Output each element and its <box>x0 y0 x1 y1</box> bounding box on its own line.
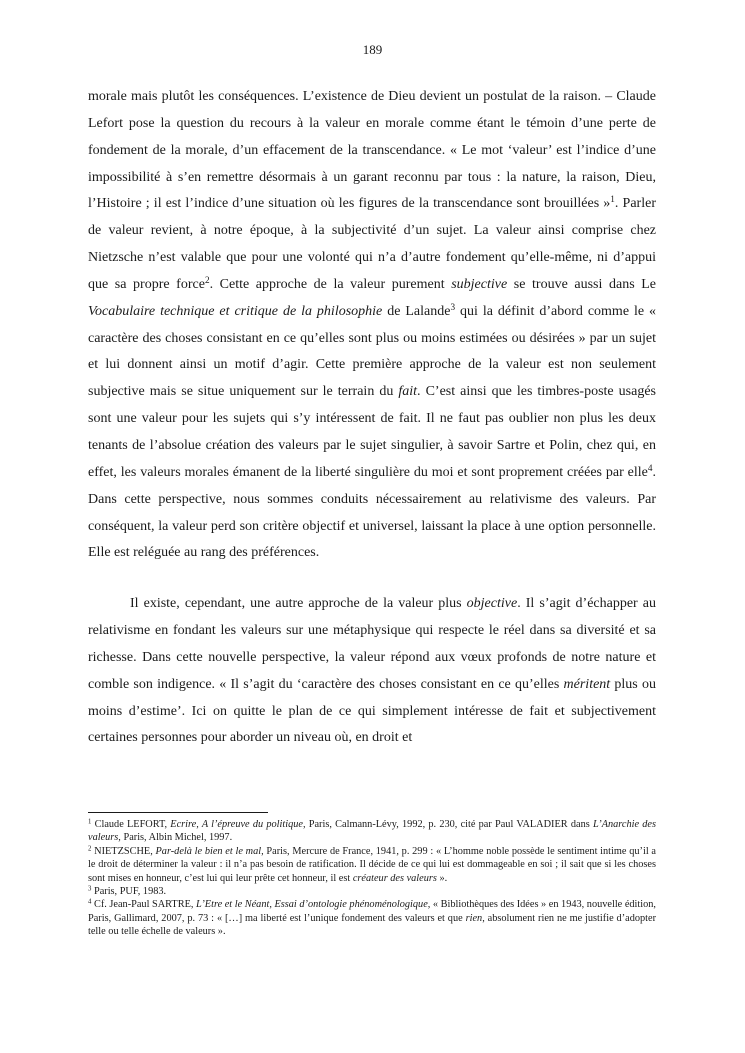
footnote-italic: créateur des valeurs <box>352 872 437 884</box>
main-text <box>88 84 656 752</box>
paragraph-2 <box>88 591 656 752</box>
paragraph-1-text: . Cette approche de la valeur purement <box>209 276 452 292</box>
italic-term: subjective <box>451 276 508 292</box>
paragraph-2-text: plus ou moins d’estime’. Ici on quitte le plan de ce qui simplement intéresse de fait et subjectivement certaines personnes pour aborder un niveau où, en droit et <box>88 676 656 746</box>
footnote-2 <box>88 845 656 885</box>
footnote-title: Par-delà le bien et le mal, <box>155 845 264 857</box>
footnote-1 <box>88 818 656 845</box>
footnote-number: 4 <box>88 898 92 906</box>
paragraph-1 <box>88 84 656 567</box>
footnote-title: L’Anarchie des valeurs, <box>88 819 657 844</box>
italic-term: objective <box>466 596 518 612</box>
footnote-text: , absolument rien ne me justifie d’adopter telle ou telle échelle de valeurs ». <box>88 912 656 938</box>
footnotes <box>88 818 656 939</box>
footnote-number: 2 <box>88 845 92 853</box>
paragraph-1-text: . Parler de valeur revient, à notre époque, à la subjectivité d’un sujet. La valeur ainsi comprise chez Nietzsche n’est valable que pour une volonté qui n’a d’autre fondement qu’elle-même, ni d’appui que sa propre force <box>88 196 656 292</box>
footnote-title: L’Etre et le Néant, Essai d’ontologie phénoménologique, <box>196 899 431 911</box>
footnote-separator <box>88 812 268 813</box>
footnote-italic: rien <box>465 912 483 924</box>
book-title: Vocabulaire technique et critique de la philosophie <box>88 303 383 319</box>
footnote-ref-4[interactable]: 4 <box>647 462 653 473</box>
italic-term: méritent <box>563 676 611 692</box>
paragraph-2-text: Il existe, cependant, une autre approche de la valeur plus <box>130 596 467 612</box>
footnote-text: « Bibliothèques des Idées » en 1943, nouvelle édition, Paris, Gallimard, 2007, p. 73 : « […] ma liberté est l’unique fondement des valeurs et que <box>88 899 656 924</box>
paragraph-2-text: . Il s’agit d’échapper au relativisme en fondant les valeurs sur une métaphysique qui respecte le réel dans sa diversité et sa richesse. Dans cette nouvelle perspective, la valeur répond aux vœux profonds de notre nature et comble son indigence. « Il s’agit du ‘caractère des choses consistant en ce qu’elles <box>88 596 656 692</box>
footnote-text: Paris, Mercure de France, 1941, p. 299 : « L’homme noble possède le sentiment intime qu’il a le droit de déterminer la valeur : il n’a pas besoin de ratification. Il décide de ce qui lui est dommageable en soi ; il sait que si les choses sont mises en honneur, c’est lui qui leur prête cet honneur, il est <box>88 845 656 884</box>
footnote-ref-1[interactable]: 1 <box>610 194 615 205</box>
footnote-ref-2[interactable]: 2 <box>204 274 210 285</box>
footnote-text: NIETZSCHE, <box>91 845 156 857</box>
footnote-text: Claude LEFORT, <box>91 819 171 830</box>
footnote-title: Ecrire, A l’épreuve du politique, <box>170 819 306 830</box>
footnote-text: Paris, PUF, 1983. <box>91 886 167 898</box>
footnote-text: Cf. Jean-Paul SARTRE, <box>91 899 197 911</box>
footnote-number: 3 <box>88 885 92 893</box>
footnote-number: 1 <box>88 818 92 826</box>
paragraph-1-text: morale mais plutôt les conséquences. L’existence de Dieu devient un postulat de la raison. – Claude Lefort pose la question du recours à la valeur en morale comme étant le témoin d’une perte de fondement de la morale, d’un effacement de la transcendance. « Le mot ‘valeur’ est l’indice d’une impossibilité à s’en remettre désormais à un garant reconnu par tous : la nature, la raison, Dieu, l’Histoire ; il est l’indice d’une situation où les figures de la transcendance sont brouillées » <box>88 89 656 212</box>
footnote-text: Paris, Calmann-Lévy, 1992, p. 230, cité par Paul VALADIER dans <box>305 819 593 830</box>
paragraph-1-text: de Lalande <box>382 303 451 319</box>
footnote-ref-3[interactable]: 3 <box>450 301 456 312</box>
footnote-4 <box>88 898 656 938</box>
italic-term: fait <box>398 384 418 400</box>
page-number: 189 <box>362 42 383 57</box>
paragraph-1-text: . Dans cette perspective, nous sommes conduits nécessairement au relativisme des valeurs. Par conséquent, la valeur perd son critère objectif et universel, laissant la place à une option personnelle. Elle est reléguée au rang des préférences. <box>88 464 656 561</box>
paragraph-1-text: qui la définit d’abord comme le « caractère des choses consistant en ce qu’elles sont plus ou moins estimées ou désirées » par un sujet et lui donnent ainsi un motif d’agir. Cette première approche de la valeur est non seulement subjective mais se situe uniquement sur le terrain du <box>88 303 657 400</box>
footnote-text: Paris, Albin Michel, 1997. <box>120 832 233 844</box>
footnote-text: ». <box>436 872 448 884</box>
paragraph-1-text: . C’est ainsi que les timbres-poste usagés sont une valeur pour les sujets qui s’y intéressent de fait. Il ne faut pas oublier non plus les deux tenants de l’absolue création des valeurs par le sujet singulier, à savoir Sartre et Polin, chez qui, en effet, les valeurs morales émanent de la liberté singulière du moi et sont proprement créées par elle <box>88 384 656 480</box>
paragraph-1-text: se trouve aussi dans Le <box>507 276 657 292</box>
footnote-3 <box>88 885 656 898</box>
